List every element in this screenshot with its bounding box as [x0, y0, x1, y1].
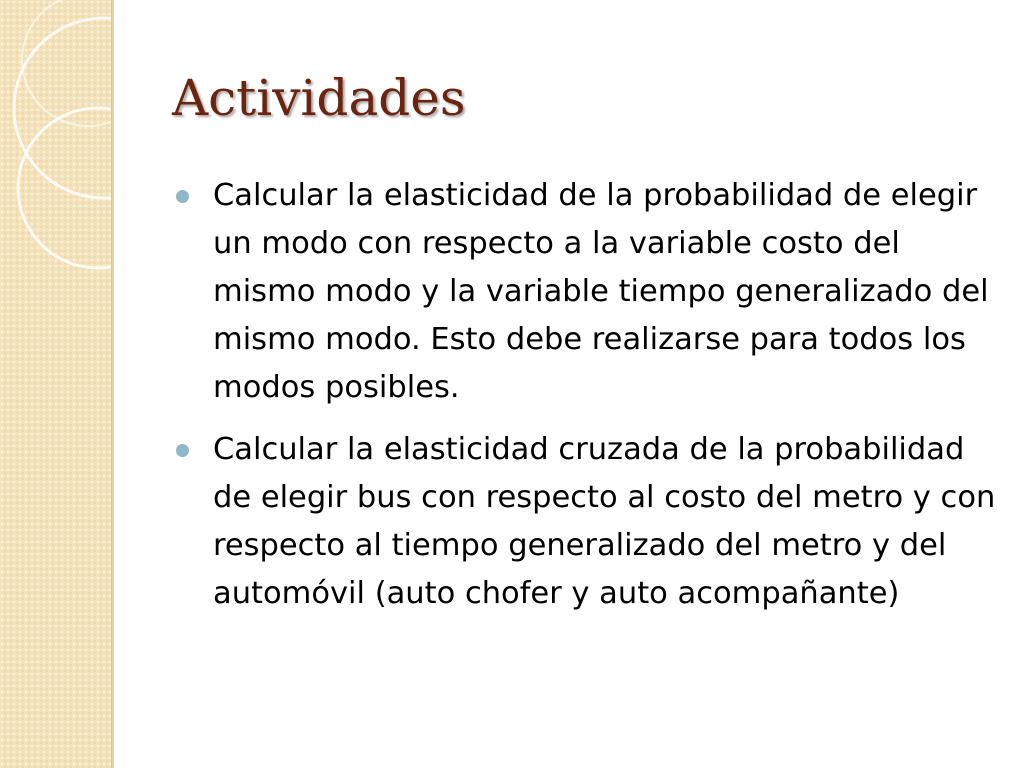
- bullet-list: [172, 172, 1002, 632]
- circle-bullet-icon: [176, 190, 189, 203]
- side-panel-edge: [111, 0, 114, 768]
- decorative-side-panel: [0, 0, 111, 768]
- circle-bullet-icon: [176, 444, 189, 457]
- bullet-item: [172, 172, 1002, 412]
- bullet-text: Calcular la elasticidad cruzada de la probabilidad de elegir bus con respecto al costo del metro y con respecto al tiempo generalizado del metro y del automóvil (auto chofer y auto acompañante): [213, 432, 996, 611]
- decorative-circles: [0, 0, 111, 768]
- bullet-text: Calcular la elasticidad de la probabilidad de elegir un modo con respecto a la variable costo del mismo modo y la variable tiempo generalizado del mismo modo. Esto debe realizarse para todos los modos posibles.: [213, 178, 989, 405]
- bullet-item: [172, 426, 1002, 618]
- slide-title: Actividades: [172, 69, 466, 127]
